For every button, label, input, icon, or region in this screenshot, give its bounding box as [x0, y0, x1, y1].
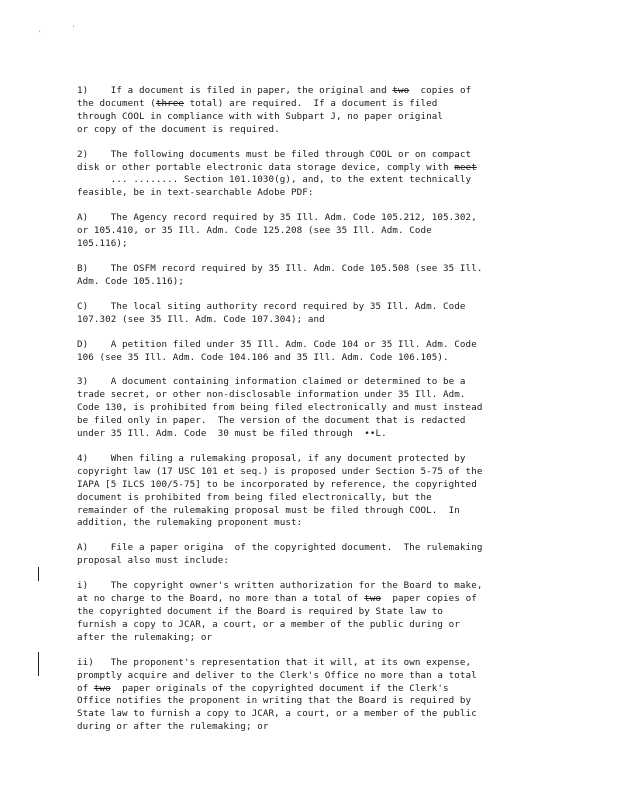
text-segment: under 35 Ill. Adm. Code 30 must be filed through ••L.	[77, 428, 387, 440]
text-segment: during or after the rulemaking; or	[77, 721, 269, 733]
text-line	[77, 670, 525, 683]
text-line	[77, 376, 525, 389]
text-line	[77, 479, 525, 492]
paragraph-p1	[77, 85, 525, 137]
text-segment: or copy of the document is required.	[77, 123, 280, 135]
text-segment: Code 130, is prohibited from being filed electronically and must instead	[77, 402, 483, 414]
paragraph-p2	[77, 149, 525, 201]
paragraph-pi	[77, 580, 525, 645]
text-line	[77, 339, 525, 352]
text-segment: ... ........ Section 101.1030(g), and, to the extent technically	[77, 174, 472, 186]
scan-artifact-mark: '	[72, 25, 76, 32]
paragraph-p3	[77, 376, 525, 441]
text-segment: total) are required. If a document is filed	[184, 97, 438, 109]
text-line	[77, 683, 525, 696]
text-line	[77, 721, 525, 734]
text-line	[77, 606, 525, 619]
text-line	[77, 657, 525, 670]
text-segment: remainder of the rulemaking proposal must be filed through COOL. In	[77, 504, 460, 516]
text-segment: or 105.410, or 35 Ill. Adm. Code 125.208 (see 35 Ill. Adm. Code	[77, 225, 432, 237]
text-line	[77, 402, 525, 415]
text-line	[77, 555, 525, 568]
text-line	[77, 124, 525, 137]
text-segment: IAPA [5 ILCS 100/5-75] to be incorporated by reference, the copyrighted	[77, 478, 477, 490]
text-line	[77, 580, 525, 593]
text-line	[77, 98, 525, 111]
paragraph-pC	[77, 301, 525, 327]
paragraph-p4	[77, 453, 525, 530]
revision-margin-bar	[38, 567, 39, 581]
text-segment: copies of	[409, 85, 472, 96]
text-segment: 3) A document containing information claimed or determined to be a	[77, 376, 466, 388]
text-segment: trade secret, or other non-disclosable information under 35 Ill. Adm.	[77, 389, 466, 401]
text-segment: furnish a copy to JCAR, a court, or a member of the public during or	[77, 618, 460, 630]
text-line	[77, 162, 525, 175]
text-segment: 1) If a document is filed in paper, the original and	[77, 85, 393, 96]
text-line	[77, 453, 525, 466]
text-line	[77, 301, 525, 314]
text-segment: copyright law (17 USC 101 et seq.) is proposed under Section 5-75 of the	[77, 465, 483, 477]
text-line	[77, 212, 525, 225]
text-segment: 2) The following documents must be filed through COOL or on compact	[77, 148, 472, 160]
text-segment: 107.302 (see 35 Ill. Adm. Code 107.304); and	[77, 313, 325, 325]
text-line	[77, 632, 525, 645]
text-line	[77, 352, 525, 365]
paragraph-p4A	[77, 542, 525, 568]
struck-text: two	[364, 593, 382, 605]
text-line	[77, 619, 525, 632]
revision-margin-bar	[38, 652, 39, 676]
text-line	[77, 505, 525, 518]
text-segment: 105.116);	[77, 238, 128, 250]
struck-text: two	[392, 85, 410, 96]
scan-artifact-mark: '	[38, 30, 42, 37]
text-segment: paper copies of	[381, 593, 477, 605]
text-line	[77, 149, 525, 162]
text-segment: Adm. Code 105.116);	[77, 275, 184, 287]
text-line	[77, 225, 525, 238]
text-segment: of	[77, 682, 94, 694]
text-line	[77, 111, 525, 124]
text-segment: disk or other portable electronic data storage device, comply with	[77, 161, 455, 173]
text-segment: be filed only in paper. The version of the document that is redacted	[77, 415, 466, 427]
text-line	[77, 85, 525, 98]
text-line	[77, 593, 525, 606]
struck-text: meet	[454, 161, 477, 173]
text-line	[77, 517, 525, 530]
struck-text: three	[155, 97, 185, 109]
paragraph-pB	[77, 263, 525, 289]
text-segment: the copyrighted document if the Board is required by State law to	[77, 606, 444, 617]
text-line	[77, 708, 525, 721]
text-segment: i) The copyright owner's written authorization for the Board to make,	[77, 580, 483, 592]
text-segment: A) The Agency record required by 35 Ill. Adm. Code 105.212, 105.302,	[77, 212, 477, 224]
text-segment: after the rulemaking; or	[77, 631, 213, 643]
text-line	[77, 695, 525, 708]
text-segment: A) File a paper origina of the copyrighted document. The rulemaking	[77, 542, 483, 554]
text-segment: D) A petition filed under 35 Ill. Adm. Code 104 or 35 Ill. Adm. Code	[77, 338, 477, 350]
text-line	[77, 263, 525, 276]
text-line	[77, 276, 525, 289]
text-line	[77, 389, 525, 402]
text-line	[77, 466, 525, 479]
text-line	[77, 542, 525, 555]
text-segment: through COOL in compliance with with Subpart J, no paper original	[77, 110, 444, 122]
text-line	[77, 187, 525, 200]
paragraph-pA	[77, 212, 525, 251]
text-segment: the document (	[77, 97, 156, 109]
text-line	[77, 415, 525, 428]
text-segment: 106 (see 35 Ill. Adm. Code 104.106 and 35 Ill. Adm. Code 106.105).	[77, 351, 449, 363]
text-line	[77, 314, 525, 327]
struck-text: two	[93, 682, 111, 694]
text-segment: B) The OSFM record required by 35 Ill. Adm. Code 105.508 (see 35 Ill.	[77, 262, 483, 274]
text-segment: promptly acquire and deliver to the Clerk's Office no more than a total	[77, 669, 477, 681]
text-segment: proposal also must include:	[77, 555, 230, 567]
text-segment: State law to furnish a copy to JCAR, a court, or a member of the public	[77, 708, 477, 720]
text-segment: Office notifies the proponent in writing that the Board is required by	[77, 695, 472, 707]
text-line	[77, 492, 525, 505]
text-segment: paper originals of the copyrighted document if the Clerk's	[110, 682, 449, 694]
text-line	[77, 428, 525, 441]
text-segment: addition, the rulemaking proponent must:	[77, 517, 303, 529]
text-segment: ii) The proponent's representation that it will, at its own expense,	[77, 656, 472, 668]
document-page	[77, 85, 525, 746]
text-segment: 4) When filing a rulemaking proposal, if any document protected by	[77, 452, 466, 464]
text-line	[77, 238, 525, 251]
paragraph-pii	[77, 657, 525, 734]
text-line	[77, 174, 525, 187]
text-segment: at no charge to the Board, no more than a total of	[77, 593, 365, 605]
text-segment: feasible, be in text-searchable Adobe PDF:	[77, 187, 314, 199]
text-segment: C) The local siting authority record required by 35 Ill. Adm. Code	[77, 300, 466, 312]
paragraph-pD	[77, 339, 525, 365]
text-segment: document is prohibited from being filed electronically, but the	[77, 491, 432, 503]
